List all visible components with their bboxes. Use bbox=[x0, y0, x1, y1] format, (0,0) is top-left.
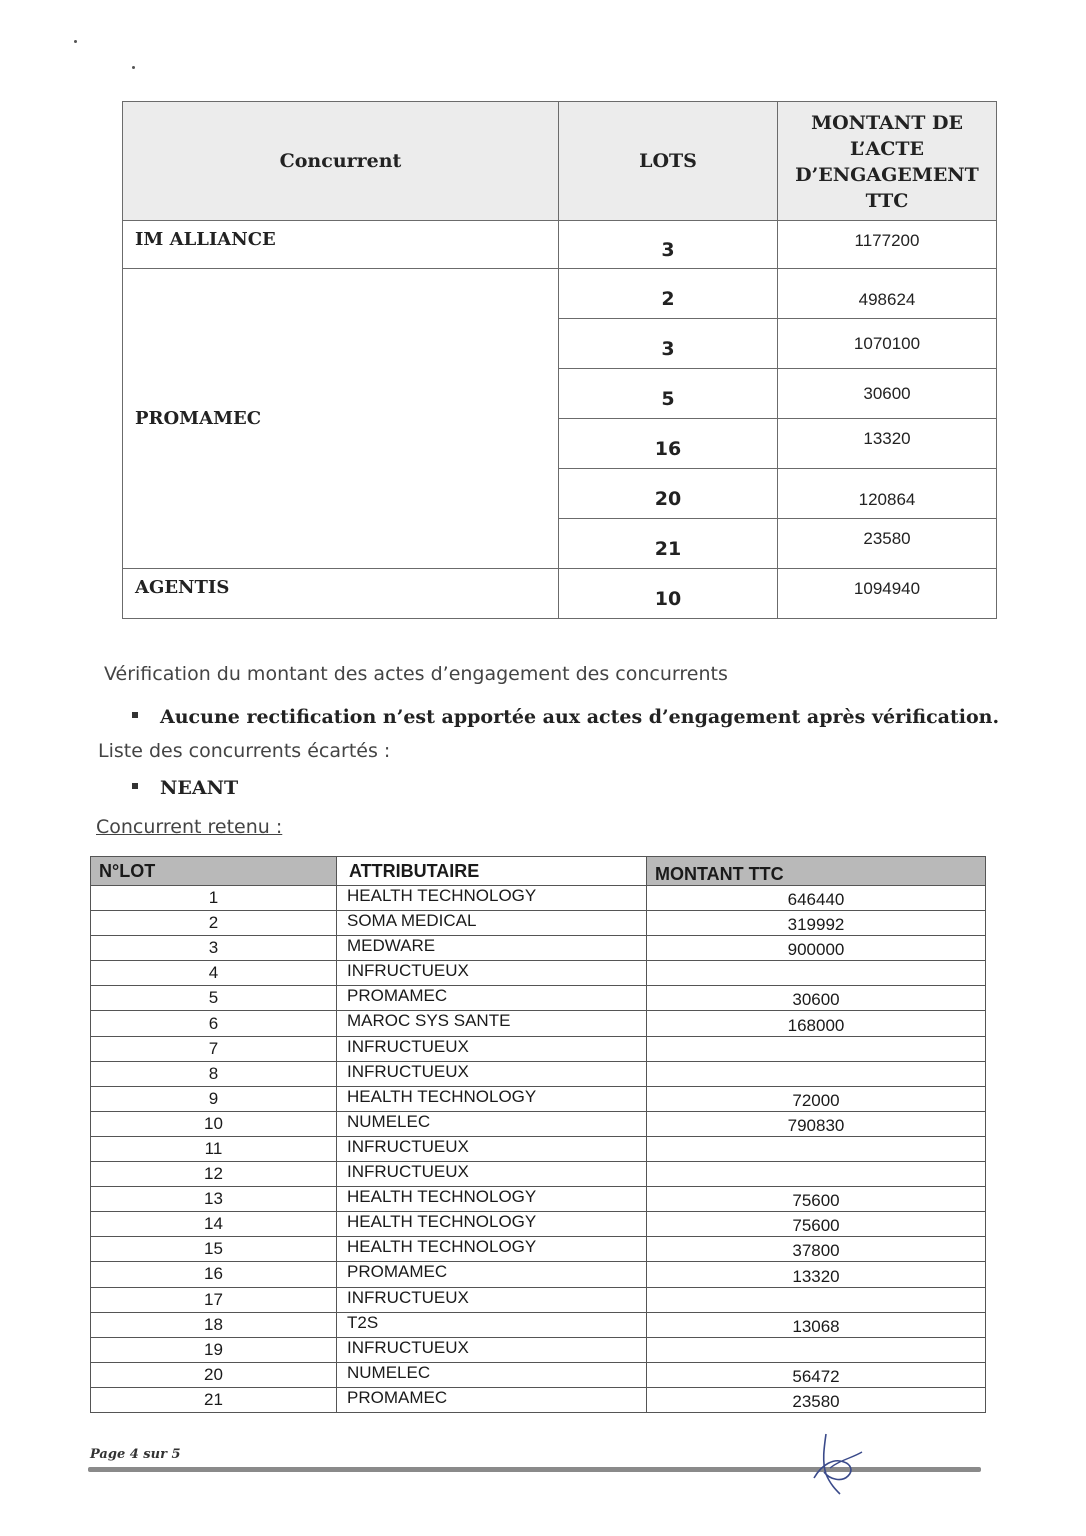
verification-title: Vérification du montant des actes d’engagement des concurrents bbox=[104, 663, 728, 685]
lot-number: 21 bbox=[91, 1387, 337, 1412]
table-row bbox=[91, 1287, 986, 1312]
bid-amount: 30600 bbox=[778, 369, 997, 419]
awarded-amount bbox=[647, 961, 986, 986]
attributaire-name: INFRUCTUEUX bbox=[337, 1036, 647, 1061]
awarded-amount: 13068 bbox=[647, 1312, 986, 1337]
header-montant bbox=[778, 102, 997, 221]
awarded-amount: 790830 bbox=[647, 1111, 986, 1136]
attributaire-name: HEALTH TECHNOLOGY bbox=[337, 1187, 647, 1212]
lot-number: 2 bbox=[559, 269, 778, 319]
lot-number: 10 bbox=[559, 569, 778, 619]
attributaire-name: INFRUCTUEUX bbox=[337, 1162, 647, 1187]
attributaire-name: PROMAMEC bbox=[337, 986, 647, 1011]
awarded-amount: 75600 bbox=[647, 1187, 986, 1212]
bid-amount: 1094940 bbox=[778, 569, 997, 619]
awarded-amount bbox=[647, 1061, 986, 1086]
bid-amount: 498624 bbox=[778, 269, 997, 319]
bid-amount: 120864 bbox=[778, 469, 997, 519]
table-row bbox=[91, 1237, 986, 1262]
lot-number: 9 bbox=[91, 1086, 337, 1111]
table-row bbox=[91, 1387, 986, 1412]
table-row bbox=[91, 961, 986, 986]
awarded-amount: 13320 bbox=[647, 1262, 986, 1287]
header-montant-line: TTC bbox=[865, 190, 909, 212]
lot-number: 19 bbox=[91, 1337, 337, 1362]
table-row bbox=[123, 569, 997, 619]
lot-number: 3 bbox=[559, 319, 778, 369]
awarded-amount: 168000 bbox=[647, 1011, 986, 1036]
table-row bbox=[123, 221, 997, 269]
lot-number: 17 bbox=[91, 1287, 337, 1312]
bid-amount: 13320 bbox=[778, 419, 997, 469]
awarded-amount: 37800 bbox=[647, 1237, 986, 1262]
bid-amount: 1177200 bbox=[778, 221, 997, 269]
attributaire-name: MEDWARE bbox=[337, 936, 647, 961]
table-row bbox=[91, 1212, 986, 1237]
signature-mark bbox=[800, 1428, 870, 1498]
awarded-amount: 75600 bbox=[647, 1212, 986, 1237]
attributaire-name: PROMAMEC bbox=[337, 1387, 647, 1412]
table-row bbox=[91, 936, 986, 961]
attributaire-name: NUMELEC bbox=[337, 1111, 647, 1136]
attributaire-name: INFRUCTUEUX bbox=[337, 961, 647, 986]
lot-number: 14 bbox=[91, 1212, 337, 1237]
table-row bbox=[91, 1061, 986, 1086]
attributaire-name: HEALTH TECHNOLOGY bbox=[337, 1086, 647, 1111]
lot-number: 3 bbox=[559, 221, 778, 269]
bids-table bbox=[122, 101, 997, 619]
bidder-name: AGENTIS bbox=[123, 569, 559, 619]
lot-number: 16 bbox=[559, 419, 778, 469]
header-montant-line: D’ENGAGEMENT bbox=[795, 164, 979, 186]
lot-number: 6 bbox=[91, 1011, 337, 1036]
scan-speck bbox=[132, 66, 135, 69]
awarded-amount: 646440 bbox=[647, 886, 986, 911]
lot-number: 2 bbox=[91, 911, 337, 936]
lot-number: 4 bbox=[91, 961, 337, 986]
header-montant-line: MONTANT DE bbox=[811, 112, 963, 134]
lot-number: 18 bbox=[91, 1312, 337, 1337]
awarded-table-header bbox=[91, 857, 986, 886]
lot-number: 1 bbox=[91, 886, 337, 911]
table-row bbox=[91, 911, 986, 936]
awarded-amount bbox=[647, 1036, 986, 1061]
lot-number: 10 bbox=[91, 1111, 337, 1136]
header-lot: N°LOT bbox=[91, 857, 337, 886]
lot-number: 16 bbox=[91, 1262, 337, 1287]
bid-amount: 1070100 bbox=[778, 319, 997, 369]
verification-bullet-text: Aucune rectification n’est apportée aux actes d’engagement après vérification. bbox=[160, 706, 1000, 728]
awarded-amount bbox=[647, 1287, 986, 1312]
table-row bbox=[123, 269, 997, 319]
lot-number: 11 bbox=[91, 1136, 337, 1161]
excluded-bullet bbox=[132, 777, 238, 799]
lot-number: 8 bbox=[91, 1061, 337, 1086]
awarded-amount: 72000 bbox=[647, 1086, 986, 1111]
header-concurrent: Concurrent bbox=[123, 102, 559, 221]
table-row bbox=[91, 1362, 986, 1387]
table-row bbox=[91, 1111, 986, 1136]
attributaire-name: PROMAMEC bbox=[337, 1262, 647, 1287]
lot-number: 12 bbox=[91, 1162, 337, 1187]
attributaire-name: HEALTH TECHNOLOGY bbox=[337, 1212, 647, 1237]
table-row bbox=[91, 1086, 986, 1111]
awarded-amount: 23580 bbox=[647, 1387, 986, 1412]
page-number: Page 4 sur 5 bbox=[90, 1447, 181, 1462]
bidder-name: IM ALLIANCE bbox=[123, 221, 559, 269]
bullet-square-icon bbox=[132, 783, 138, 789]
lot-number: 13 bbox=[91, 1187, 337, 1212]
excluded-title: Liste des concurrents écartés : bbox=[98, 740, 391, 762]
bidder-name: PROMAMEC bbox=[123, 269, 559, 569]
lot-number: 5 bbox=[91, 986, 337, 1011]
awarded-table bbox=[90, 856, 986, 1413]
header-attributaire: ATTRIBUTAIRE bbox=[337, 857, 647, 886]
table-row bbox=[91, 986, 986, 1011]
attributaire-name: INFRUCTUEUX bbox=[337, 1337, 647, 1362]
table-row bbox=[91, 1011, 986, 1036]
awarded-amount bbox=[647, 1162, 986, 1187]
lot-number: 20 bbox=[91, 1362, 337, 1387]
lot-number: 15 bbox=[91, 1237, 337, 1262]
bullet-square-icon bbox=[132, 712, 138, 718]
excluded-bullet-text: NEANT bbox=[160, 777, 239, 799]
lot-number: 3 bbox=[91, 936, 337, 961]
lot-number: 20 bbox=[559, 469, 778, 519]
awarded-amount bbox=[647, 1337, 986, 1362]
attributaire-name: MAROC SYS SANTE bbox=[337, 1011, 647, 1036]
bids-table-header bbox=[123, 102, 997, 221]
lot-number: 7 bbox=[91, 1036, 337, 1061]
table-row bbox=[91, 886, 986, 911]
table-row bbox=[91, 1162, 986, 1187]
attributaire-name: INFRUCTUEUX bbox=[337, 1287, 647, 1312]
table-row bbox=[91, 1312, 986, 1337]
bid-amount: 23580 bbox=[778, 519, 997, 569]
attributaire-name: HEALTH TECHNOLOGY bbox=[337, 1237, 647, 1262]
scan-speck bbox=[74, 40, 77, 43]
header-lots: LOTS bbox=[559, 102, 778, 221]
awarded-amount: 56472 bbox=[647, 1362, 986, 1387]
retained-title: Concurrent retenu : bbox=[96, 816, 283, 838]
awarded-amount: 900000 bbox=[647, 936, 986, 961]
attributaire-name: SOMA MEDICAL bbox=[337, 911, 647, 936]
awarded-amount bbox=[647, 1136, 986, 1161]
verification-bullet bbox=[132, 706, 999, 728]
table-row bbox=[91, 1136, 986, 1161]
table-row bbox=[91, 1337, 986, 1362]
table-row bbox=[91, 1036, 986, 1061]
attributaire-name: NUMELEC bbox=[337, 1362, 647, 1387]
table-row bbox=[91, 1187, 986, 1212]
attributaire-name: INFRUCTUEUX bbox=[337, 1136, 647, 1161]
attributaire-name: INFRUCTUEUX bbox=[337, 1061, 647, 1086]
lot-number: 21 bbox=[559, 519, 778, 569]
attributaire-name: T2S bbox=[337, 1312, 647, 1337]
table-row bbox=[91, 1262, 986, 1287]
lot-number: 5 bbox=[559, 369, 778, 419]
header-montant-ttc: MONTANT TTC bbox=[647, 857, 986, 886]
attributaire-name: HEALTH TECHNOLOGY bbox=[337, 886, 647, 911]
awarded-amount: 319992 bbox=[647, 911, 986, 936]
header-montant-line: L’ACTE bbox=[850, 138, 924, 160]
awarded-amount: 30600 bbox=[647, 986, 986, 1011]
